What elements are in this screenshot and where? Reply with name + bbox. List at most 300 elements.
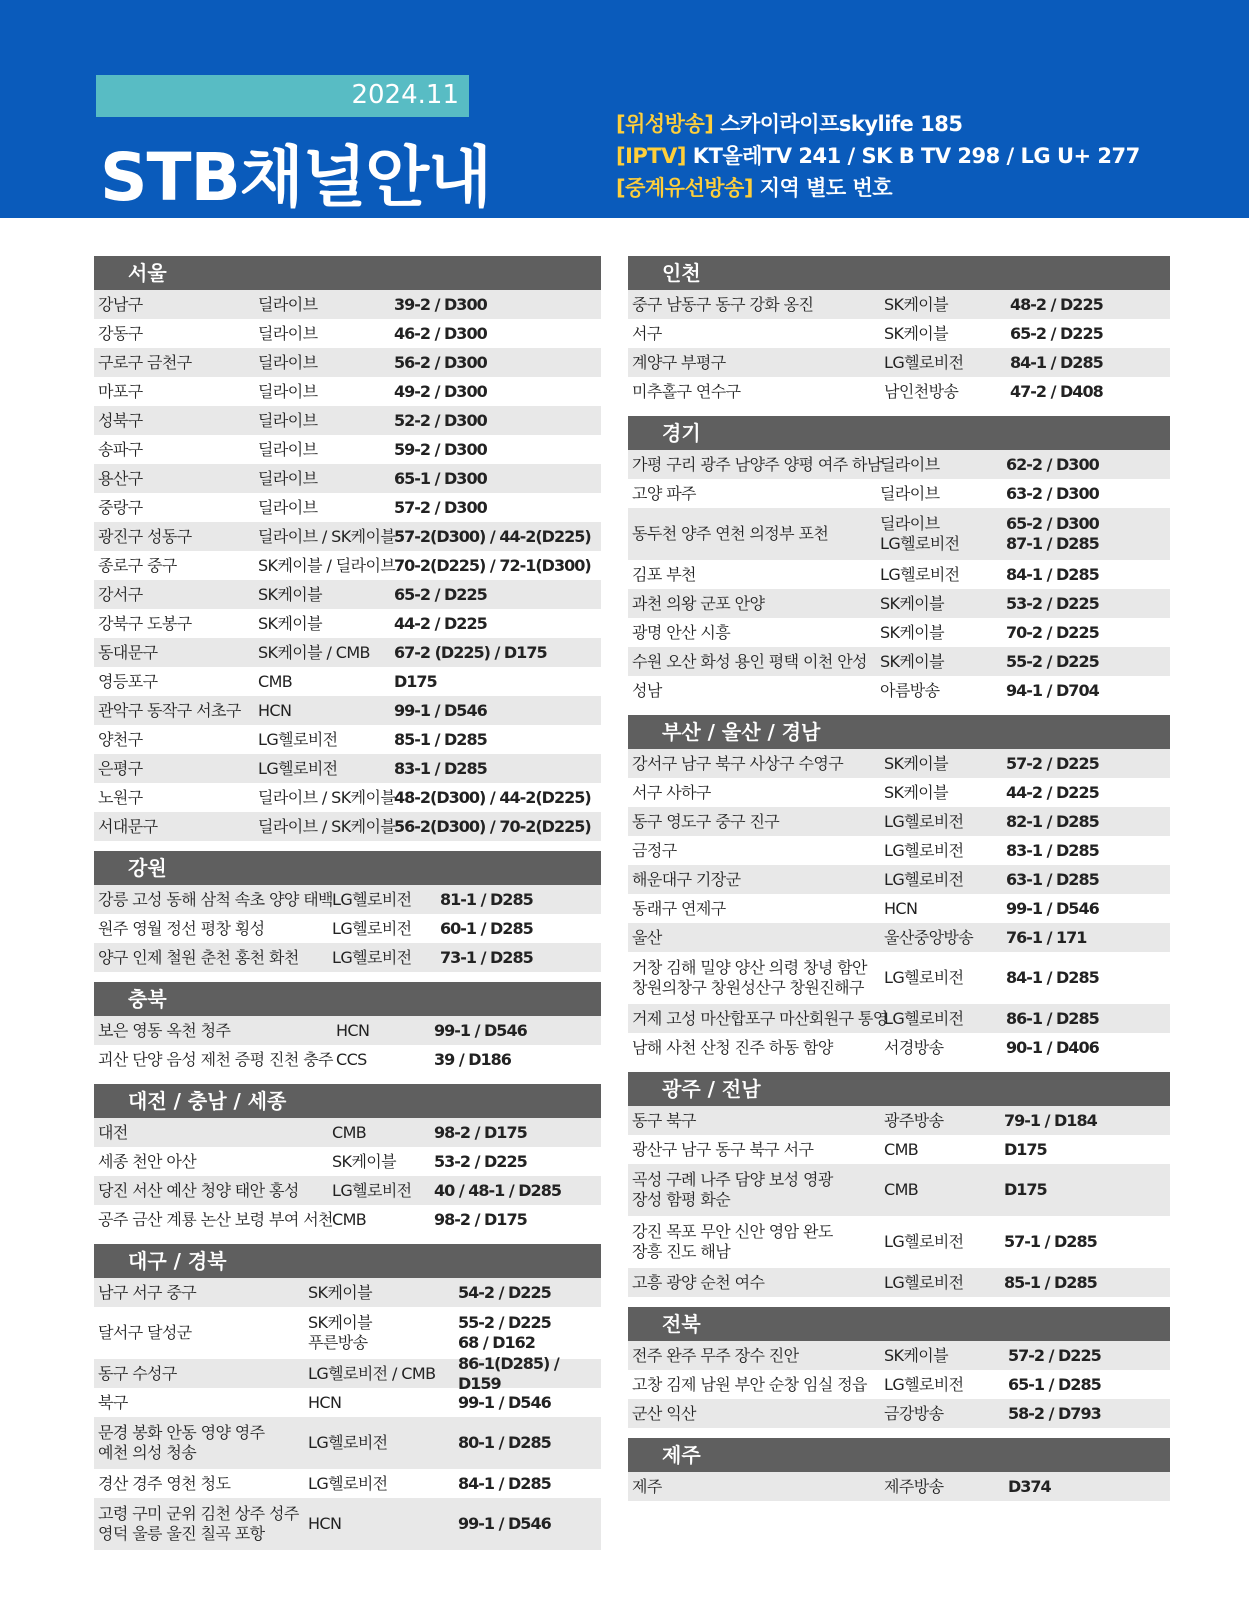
region-rows — [628, 1341, 1170, 1428]
region-rows — [94, 290, 601, 841]
channel-cell: 48-2(D300) / 44-2(D225) — [394, 787, 591, 807]
info-text: 스카이라이프skylife 185 — [713, 112, 963, 136]
page-title: STB채널안내 — [100, 139, 491, 216]
channel-cell: 76-1 / 171 — [1006, 927, 1087, 947]
channel-row — [94, 1176, 601, 1205]
area-cell: 서대문구 — [98, 816, 158, 836]
operator-cell: SK케이블 — [258, 613, 323, 633]
channel-row — [628, 479, 1170, 508]
area-cell: 공주 금산 계룡 논산 보령 부여 서천 — [98, 1209, 333, 1229]
area-cell: 군산 익산 — [632, 1403, 696, 1423]
channel-cell: 99-1 / D546 — [434, 1020, 527, 1040]
area-cell: 성북구 — [98, 410, 143, 430]
area-cell: 곡성 구례 나주 담양 보성 영광 장성 함평 화순 — [632, 1170, 833, 1209]
operator-cell: 딜라이브 / SK케이블 — [258, 526, 396, 546]
area-cell: 성남 — [632, 680, 662, 700]
region-section — [94, 256, 601, 841]
operator-cell: LG헬로비전 — [332, 889, 412, 909]
area-cell: 광진구 성동구 — [98, 526, 192, 546]
channel-row — [94, 522, 601, 551]
area-cell: 미추홀구 연수구 — [632, 381, 741, 401]
operator-cell: SK케이블 — [884, 753, 949, 773]
area-cell: 고령 구미 군위 김천 상주 성주 영덕 울릉 울진 칠곡 포항 — [98, 1504, 299, 1543]
area-cell: 계양구 부평구 — [632, 352, 726, 372]
operator-cell: SK케이블 — [880, 651, 945, 671]
operator-cell: LG헬로비전 — [308, 1433, 388, 1452]
channel-row — [94, 667, 601, 696]
area-cell: 문경 봉화 안동 영양 영주 예천 의성 청송 — [98, 1423, 265, 1462]
channel-cell: D175 — [1004, 1180, 1047, 1199]
operator-cell: 딜라이브 LG헬로비전 — [880, 514, 960, 553]
channel-row — [94, 885, 601, 914]
operator-cell: 금강방송 — [884, 1403, 944, 1423]
area-cell: 동구 북구 — [632, 1110, 696, 1130]
area-cell: 거창 김해 밀양 양산 의령 창녕 함안 창원의창구 창원성산구 창원진해구 — [632, 958, 867, 997]
channel-row — [628, 377, 1170, 406]
area-cell: 강남구 — [98, 294, 143, 314]
channel-row — [628, 778, 1170, 807]
region-section — [94, 1084, 601, 1234]
area-cell: 제주 — [632, 1476, 662, 1496]
region-rows — [628, 290, 1170, 406]
region-rows — [628, 1472, 1170, 1501]
channel-cell: 44-2 / D225 — [1006, 782, 1099, 802]
channel-cell: 52-2 / D300 — [394, 410, 487, 430]
operator-cell: LG헬로비전 — [884, 1232, 964, 1251]
channel-cell: 57-2 / D225 — [1006, 753, 1099, 773]
channel-row — [94, 914, 601, 943]
channel-row — [628, 865, 1170, 894]
channel-row — [628, 1106, 1170, 1135]
channel-cell: 59-2 / D300 — [394, 439, 487, 459]
channel-cell: 94-1 / D704 — [1006, 680, 1099, 700]
operator-cell: 딜라이브 — [258, 468, 318, 488]
region-header: 제주 — [628, 1438, 1170, 1472]
operator-cell: LG헬로비전 — [884, 968, 964, 987]
info-text: 지역 별도 번호 — [752, 176, 893, 200]
channel-cell: 56-2(D300) / 70-2(D225) — [394, 816, 591, 836]
channel-row — [94, 1469, 601, 1498]
area-cell: 경산 경주 영천 청도 — [98, 1473, 231, 1493]
area-cell: 노원구 — [98, 787, 143, 807]
channel-cell: 84-1 / D285 — [1010, 352, 1103, 372]
channel-row — [628, 749, 1170, 778]
channel-row — [94, 1045, 601, 1074]
region-header: 충북 — [94, 982, 601, 1016]
area-cell: 영등포구 — [98, 671, 158, 691]
date-bar — [96, 75, 469, 117]
region-header: 대전 / 충남 / 세종 — [94, 1084, 601, 1118]
region-header: 전북 — [628, 1307, 1170, 1341]
operator-cell: LG헬로비전 — [884, 1374, 964, 1394]
channel-row — [94, 377, 601, 406]
area-cell: 남해 사천 산청 진주 하동 함양 — [632, 1037, 833, 1057]
area-cell: 전주 완주 무주 장수 진안 — [632, 1345, 799, 1365]
channel-row — [628, 1341, 1170, 1370]
operator-cell: SK케이블 / CMB — [258, 642, 370, 662]
channel-cell: 55-2 / D225 — [1006, 651, 1099, 671]
area-cell: 금정구 — [632, 840, 677, 860]
operator-cell: CCS — [336, 1049, 367, 1069]
channel-row — [94, 638, 601, 667]
area-cell: 남구 서구 중구 — [98, 1282, 197, 1302]
channel-row — [94, 1205, 601, 1234]
channel-cell: 65-2 / D225 — [394, 584, 487, 604]
operator-cell: LG헬로비전 — [258, 758, 338, 778]
info-text: KT올레TV 241 / SK B TV 298 / LG U+ 277 — [685, 144, 1140, 168]
channel-row — [94, 1353, 601, 1393]
channel-cell: 98-2 / D175 — [434, 1209, 527, 1229]
operator-cell: 딜라이브 — [258, 439, 318, 459]
operator-cell: LG헬로비전 — [884, 1272, 964, 1292]
channel-row — [628, 807, 1170, 836]
channel-row — [628, 618, 1170, 647]
channel-row — [94, 1016, 601, 1045]
area-cell: 고창 김제 남원 부안 순창 임실 정읍 — [632, 1374, 867, 1394]
area-cell: 양구 인제 철원 춘천 홍천 화천 — [98, 947, 299, 967]
operator-cell: HCN — [308, 1392, 342, 1412]
channel-cell: 40 / 48-1 / D285 — [434, 1180, 561, 1200]
channel-row — [94, 1307, 601, 1359]
channel-cell: 99-1 / D546 — [458, 1392, 551, 1412]
operator-cell: LG헬로비전 — [884, 1008, 964, 1028]
channel-cell: 82-1 / D285 — [1006, 811, 1099, 831]
channel-row — [94, 1498, 601, 1550]
operator-cell: 딜라이브 — [258, 323, 318, 343]
area-cell: 동두천 양주 연천 의정부 포천 — [632, 524, 829, 543]
channel-cell: 57-2(D300) / 44-2(D225) — [394, 526, 591, 546]
operator-cell: 딜라이브 — [258, 497, 318, 517]
channel-row — [94, 754, 601, 783]
channel-row — [94, 464, 601, 493]
channel-row — [628, 1370, 1170, 1399]
channel-cell: D175 — [394, 671, 437, 691]
channel-cell: 86-1 / D285 — [1006, 1008, 1099, 1028]
operator-cell: LG헬로비전 — [258, 729, 338, 749]
channel-row — [94, 319, 601, 348]
area-cell: 중구 남동구 동구 강화 옹진 — [632, 294, 814, 314]
area-cell: 가평 구리 광주 남양주 양평 여주 하남 — [632, 454, 882, 474]
area-cell: 종로구 중구 — [98, 555, 177, 575]
operator-cell: 아름방송 — [880, 680, 940, 700]
channel-row — [628, 1472, 1170, 1501]
page-header — [0, 0, 1249, 218]
info-iptv — [616, 140, 1140, 172]
channel-row — [94, 1118, 601, 1147]
channel-row — [628, 676, 1170, 705]
operator-cell: 서경방송 — [884, 1037, 944, 1057]
operator-cell: LG헬로비전 — [884, 869, 964, 889]
channel-cell: 67-2 (D225) / D175 — [394, 642, 547, 662]
channel-cell: 53-2 / D225 — [434, 1151, 527, 1171]
area-cell: 강서구 — [98, 584, 143, 604]
region-rows — [94, 885, 601, 972]
channel-row — [628, 1004, 1170, 1033]
channel-row — [94, 348, 601, 377]
channel-row — [628, 894, 1170, 923]
channel-cell: 83-1 / D285 — [394, 758, 487, 778]
operator-cell: 딜라이브 / SK케이블 — [258, 816, 396, 836]
info-satellite — [616, 108, 1140, 140]
area-cell: 마포구 — [98, 381, 143, 401]
region-rows — [628, 450, 1170, 705]
area-cell: 수원 오산 화성 용인 평택 이천 안성 — [632, 651, 867, 671]
area-cell: 거제 고성 마산합포구 마산회원구 통영 — [632, 1008, 888, 1028]
channel-cell: 65-1 / D285 — [1008, 1374, 1101, 1394]
area-cell: 김포 부천 — [632, 564, 696, 584]
operator-cell: 제주방송 — [884, 1476, 944, 1496]
operator-cell: HCN — [308, 1514, 342, 1533]
area-cell: 동대문구 — [98, 642, 158, 662]
area-cell: 당진 서산 예산 청양 태안 홍성 — [98, 1180, 299, 1200]
area-cell: 중랑구 — [98, 497, 143, 517]
area-cell: 강서구 남구 북구 사상구 수영구 — [632, 753, 844, 773]
operator-cell: LG헬로비전 — [332, 918, 412, 938]
area-cell: 동래구 연제구 — [632, 898, 726, 918]
channel-cell: 47-2 / D408 — [1010, 381, 1103, 401]
operator-cell: SK케이블 — [258, 584, 323, 604]
operator-cell: SK케이블 — [880, 622, 945, 642]
broadcast-info — [616, 108, 1140, 204]
channel-cell: 48-2 / D225 — [1010, 294, 1103, 314]
channel-cell: 55-2 / D225 68 / D162 — [458, 1313, 551, 1352]
channel-cell: 39 / D186 — [434, 1049, 511, 1069]
area-cell: 송파구 — [98, 439, 143, 459]
info-relay-cable — [616, 172, 1140, 204]
region-header: 서울 — [94, 256, 601, 290]
channel-cell: 44-2 / D225 — [394, 613, 487, 633]
channel-cell: 73-1 / D285 — [440, 947, 533, 967]
area-cell: 서구 사하구 — [632, 782, 711, 802]
region-section — [628, 256, 1170, 406]
channel-cell: 85-1 / D285 — [394, 729, 487, 749]
operator-cell: CMB — [332, 1122, 367, 1142]
operator-cell: SK케이블 — [880, 593, 945, 613]
region-header: 강원 — [94, 851, 601, 885]
region-section — [94, 851, 601, 972]
channel-cell: 70-2(D225) / 72-1(D300) — [394, 555, 591, 575]
channel-cell: 99-1 / D546 — [394, 700, 487, 720]
area-cell: 강북구 도봉구 — [98, 613, 192, 633]
area-cell: 구로구 금천구 — [98, 352, 192, 372]
region-rows — [94, 1118, 601, 1234]
channel-row — [628, 450, 1170, 479]
channel-cell: 86-1(D285) / D159 — [458, 1353, 559, 1393]
operator-cell: LG헬로비전 / CMB — [308, 1363, 436, 1383]
channel-row — [628, 923, 1170, 952]
channel-row — [94, 812, 601, 841]
channel-row — [94, 493, 601, 522]
channel-cell: 83-1 / D285 — [1006, 840, 1099, 860]
region-rows — [94, 1278, 601, 1550]
channel-row — [94, 580, 601, 609]
operator-cell: SK케이블 푸른방송 — [308, 1313, 373, 1352]
channel-cell: 65-2 / D300 87-1 / D285 — [1006, 514, 1099, 553]
channel-cell: 81-1 / D285 — [440, 889, 533, 909]
channel-row — [628, 1033, 1170, 1062]
operator-cell: LG헬로비전 — [308, 1473, 388, 1493]
area-cell: 관악구 동작구 서초구 — [98, 700, 241, 720]
channel-row — [628, 1216, 1170, 1268]
area-cell: 고양 파주 — [632, 483, 696, 503]
channel-cell: 90-1 / D406 — [1006, 1037, 1099, 1057]
channel-cell: 85-1 / D285 — [1004, 1272, 1097, 1292]
area-cell: 북구 — [98, 1392, 128, 1412]
region-section — [628, 715, 1170, 1062]
channel-row — [94, 943, 601, 972]
operator-cell: 딜라이브 — [258, 352, 318, 372]
region-rows — [628, 749, 1170, 1062]
region-section — [94, 1244, 601, 1550]
channel-cell: 65-1 / D300 — [394, 468, 487, 488]
operator-cell: 남인천방송 — [884, 381, 959, 401]
operator-cell: HCN — [258, 700, 292, 720]
operator-cell: LG헬로비전 — [332, 947, 412, 967]
area-cell: 세종 천안 아산 — [98, 1151, 197, 1171]
channel-cell: 56-2 / D300 — [394, 352, 487, 372]
region-section — [628, 1438, 1170, 1501]
channel-cell: 46-2 / D300 — [394, 323, 487, 343]
channel-row — [628, 589, 1170, 618]
region-header: 대구 / 경북 — [94, 1244, 601, 1278]
region-section — [628, 1072, 1170, 1297]
channel-row — [628, 560, 1170, 589]
channel-row — [94, 1147, 601, 1176]
operator-cell: SK케이블 — [884, 782, 949, 802]
area-cell: 용산구 — [98, 468, 143, 488]
date-label: 2024.11 — [351, 80, 459, 110]
operator-cell: 딜라이브 — [258, 381, 318, 401]
operator-cell: 울산중앙방송 — [884, 927, 974, 947]
operator-cell: CMB — [884, 1180, 919, 1199]
area-cell: 대전 — [98, 1122, 128, 1142]
area-cell: 과천 의왕 군포 안양 — [632, 593, 765, 613]
channel-cell: 79-1 / D184 — [1004, 1110, 1097, 1130]
operator-cell: SK케이블 — [884, 1345, 949, 1365]
channel-row — [94, 696, 601, 725]
operator-cell: 딜라이브 — [258, 410, 318, 430]
channel-row — [628, 836, 1170, 865]
info-tag: [IPTV] — [616, 144, 686, 168]
operator-cell: 딜라이브 — [880, 483, 940, 503]
area-cell: 괴산 단양 음성 제천 증평 진천 충주 — [98, 1049, 333, 1069]
area-cell: 동구 영도구 중구 진구 — [632, 811, 780, 831]
channel-cell: 80-1 / D285 — [458, 1433, 551, 1452]
area-cell: 서구 — [632, 323, 662, 343]
channel-row — [628, 319, 1170, 348]
channel-cell: 49-2 / D300 — [394, 381, 487, 401]
operator-cell: LG헬로비전 — [884, 352, 964, 372]
operator-cell: CMB — [332, 1209, 367, 1229]
operator-cell: 딜라이브 — [880, 454, 940, 474]
channel-row — [628, 952, 1170, 1004]
channel-row — [94, 1417, 601, 1469]
channel-row — [628, 1135, 1170, 1164]
channel-row — [94, 609, 601, 638]
right-column — [628, 256, 1170, 1511]
area-cell: 원주 영월 정선 평창 횡성 — [98, 918, 265, 938]
channel-cell: 60-1 / D285 — [440, 918, 533, 938]
operator-cell: LG헬로비전 — [332, 1180, 412, 1200]
region-header: 부산 / 울산 / 경남 — [628, 715, 1170, 749]
channel-cell: 57-2 / D225 — [1008, 1345, 1101, 1365]
area-cell: 강진 목포 무안 신안 영암 완도 장흥 진도 해남 — [632, 1222, 833, 1261]
operator-cell: HCN — [336, 1020, 370, 1040]
area-cell: 은평구 — [98, 758, 143, 778]
channel-cell: 57-1 / D285 — [1004, 1232, 1097, 1251]
channel-row — [94, 1278, 601, 1307]
operator-cell: SK케이블 — [884, 294, 949, 314]
area-cell: 해운대구 기장군 — [632, 869, 741, 889]
channel-row — [94, 725, 601, 754]
info-tag: [위성방송] — [616, 112, 714, 136]
region-header: 경기 — [628, 416, 1170, 450]
operator-cell: SK케이블 — [332, 1151, 397, 1171]
operator-cell: 광주방송 — [884, 1110, 944, 1130]
channel-cell: D374 — [1008, 1476, 1051, 1496]
channel-row — [628, 508, 1170, 560]
channel-cell: 99-1 / D546 — [458, 1514, 551, 1533]
channel-cell: 99-1 / D546 — [1006, 898, 1099, 918]
operator-cell: 딜라이브 — [258, 294, 318, 314]
operator-cell: LG헬로비전 — [884, 811, 964, 831]
channel-row — [628, 647, 1170, 676]
region-rows — [94, 1016, 601, 1074]
channel-row — [94, 435, 601, 464]
channel-cell: 63-2 / D300 — [1006, 483, 1099, 503]
operator-cell: CMB — [884, 1139, 919, 1159]
operator-cell: CMB — [258, 671, 293, 691]
operator-cell: LG헬로비전 — [884, 840, 964, 860]
area-cell: 동구 수성구 — [98, 1363, 177, 1383]
area-cell: 달서구 달성군 — [98, 1323, 192, 1342]
left-column — [94, 256, 601, 1560]
channel-cell: 39-2 / D300 — [394, 294, 487, 314]
channel-row — [628, 348, 1170, 377]
operator-cell: SK케이블 — [308, 1282, 373, 1302]
channel-row — [94, 551, 601, 580]
area-cell: 울산 — [632, 927, 662, 947]
area-cell: 고흥 광양 순천 여수 — [632, 1272, 765, 1292]
area-cell: 강동구 — [98, 323, 143, 343]
operator-cell: 딜라이브 / SK케이블 — [258, 787, 396, 807]
channel-cell: 62-2 / D300 — [1006, 454, 1099, 474]
operator-cell: SK케이블 / 딜라이브 — [258, 555, 396, 575]
channel-cell: 84-1 / D285 — [1006, 968, 1099, 987]
channel-row — [628, 1268, 1170, 1297]
channel-cell: 53-2 / D225 — [1006, 593, 1099, 613]
area-cell: 광명 안산 시흥 — [632, 622, 731, 642]
operator-cell: LG헬로비전 — [880, 564, 960, 584]
channel-cell: 84-1 / D285 — [458, 1473, 551, 1493]
region-section — [94, 982, 601, 1074]
channel-row — [628, 1399, 1170, 1428]
channel-row — [94, 406, 601, 435]
region-header: 광주 / 전남 — [628, 1072, 1170, 1106]
channel-cell: 65-2 / D225 — [1010, 323, 1103, 343]
region-section — [628, 416, 1170, 705]
channel-cell: D175 — [1004, 1139, 1047, 1159]
channel-cell: 58-2 / D793 — [1008, 1403, 1101, 1423]
channel-cell: 57-2 / D300 — [394, 497, 487, 517]
channel-cell: 84-1 / D285 — [1006, 564, 1099, 584]
region-section — [628, 1307, 1170, 1428]
operator-cell: SK케이블 — [884, 323, 949, 343]
channel-cell: 54-2 / D225 — [458, 1282, 551, 1302]
area-cell: 광산구 남구 동구 북구 서구 — [632, 1139, 814, 1159]
channel-row — [94, 1388, 601, 1417]
channel-row — [628, 290, 1170, 319]
